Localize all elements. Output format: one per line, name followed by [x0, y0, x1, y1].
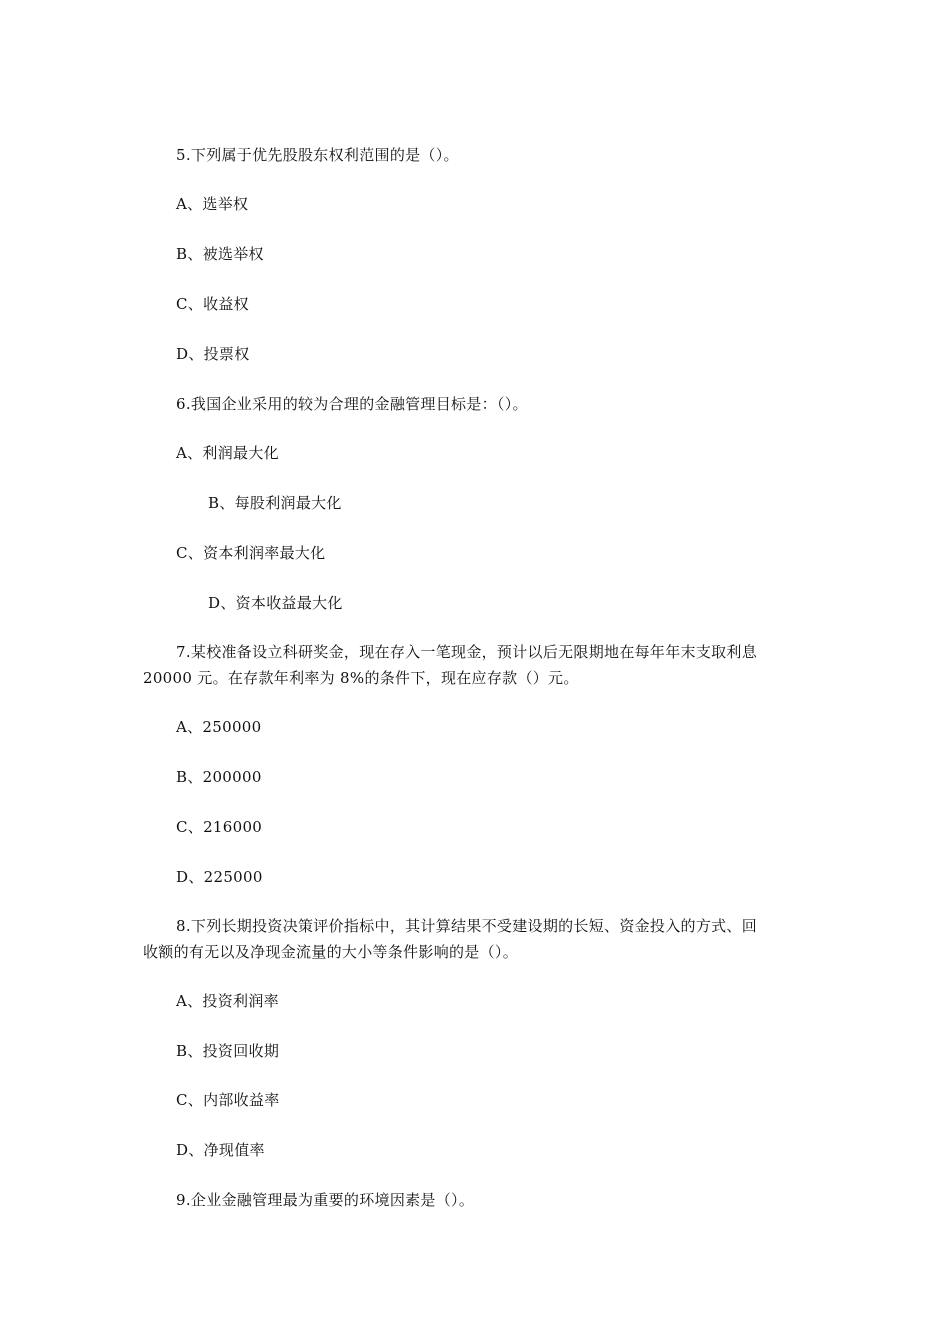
question-7-option-a: A、250000 — [176, 718, 262, 736]
question-7-option-d: D、225000 — [176, 868, 263, 886]
question-8-option-b: B、投资回收期 — [176, 1042, 280, 1060]
question-5-option-c: C、收益权 — [176, 295, 249, 313]
question-9-stem: 9.企业金融管理最为重要的环境因素是（）。 — [176, 1191, 475, 1209]
question-7-stem-line1: 7.某校准备设立科研奖金，现在存入一笔现金，预计以后无限期地在每年年末支取利息 — [176, 643, 758, 661]
question-8-option-a: A、投资利润率 — [176, 992, 279, 1010]
question-8-option-c: C、内部收益率 — [176, 1091, 280, 1109]
question-7-stem-line2: 20000 元。在存款年利率为 8%的条件下，现在应存款（）元。 — [143, 669, 579, 687]
question-5-stem: 5.下列属于优先股股东权利范围的是（）。 — [176, 146, 459, 164]
question-6-option-a: A、利润最大化 — [176, 444, 279, 462]
question-8-option-d: D、净现值率 — [176, 1141, 265, 1159]
question-5-option-a: A、选举权 — [176, 195, 249, 213]
question-5-option-d: D、投票权 — [176, 345, 250, 363]
question-6-option-c: C、资本利润率最大化 — [176, 544, 326, 562]
question-6-option-d: D、资本收益最大化 — [208, 594, 343, 612]
question-8-stem-line2: 收额的有无以及净现金流量的大小等条件影响的是（）。 — [143, 943, 519, 961]
question-5-option-b: B、被选举权 — [176, 245, 264, 263]
question-7-option-b: B、200000 — [176, 768, 262, 786]
question-6-stem: 6.我国企业采用的较为合理的金融管理目标是：（）。 — [176, 395, 528, 413]
question-6-option-b: B、每股利润最大化 — [208, 494, 342, 512]
question-8-stem-line1: 8.下列长期投资决策评价指标中，其计算结果不受建设期的长短、资金投入的方式、回 — [176, 917, 758, 935]
question-7-option-c: C、216000 — [176, 818, 263, 836]
